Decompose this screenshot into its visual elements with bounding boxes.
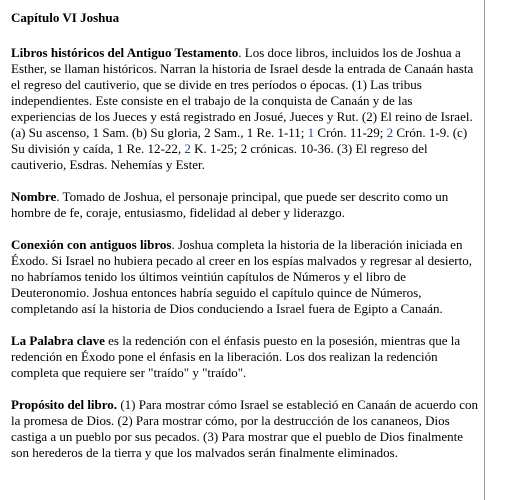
paragraph-text: Crón. 11-29; — [314, 125, 387, 140]
blue-reference-number: 2 — [386, 125, 394, 140]
chapter-title: Capítulo VI Joshua — [11, 10, 120, 25]
paragraph-text: . Los doce libros, incluidos los de Joshua a Esther, se llaman históricos. Narran la historia de Israel desde la entrada de Canaán hasta el regreso del cautiverio, que se divide en tres períodos o épocas. (1) Las tribus independientes. Este consiste en el trabajo de la conquista de Canaán y de las experiencias de los Jueces y está registrado en Josué, Jueces y Rut. (2) El reino de Israel. (a) Su ascenso, 1 Sam. (b) Su gloria, 2 Sam., 1 Re. 1-11; — [11, 45, 474, 140]
blue-reference-number: 2 — [184, 141, 191, 156]
paragraph-name — [11, 189, 479, 221]
paragraph-text: . Tomado de Joshua, el personaje principal, que puede ser descrito como un hombre de fe, coraje, entusiasmo, fidelidad al deber y liderazgo. — [11, 189, 449, 220]
paragraph-text: Crón. 1-9. (c) Su división y caída, 1 Re. 12-22, — [11, 125, 468, 156]
paragraph-historical-books — [11, 45, 479, 173]
paragraph-heading: La Palabra clave — [11, 333, 105, 348]
paragraph-key-word — [11, 333, 479, 381]
paragraph-text: K. 1-25; 2 crónicas. 10-36. (3) El regreso del cautiverio, Esdras. Nehemías y Ester. — [11, 141, 428, 172]
paragraph-connection — [11, 237, 479, 317]
right-gutter — [486, 0, 508, 500]
paragraph-text: es la redención con el énfasis puesto en la posesión, mientras que la redención en Éxodo pone el énfasis en la liberación. Los dos realizan la redención completa que requiere ser "traído" y "traído". — [11, 333, 461, 380]
paragraph-text: (1) Para mostrar cómo Israel se estableció en Canaán de acuerdo con la promesa de Dios. (2) Para mostrar cómo, por la destrucción de los cananeos, Dios castiga a un pueblo por sus pecados. (3) Para mostrar que el pueblo de Dios finalmente son herederos de la tierra y que los malvados serán finalmente eliminados. — [11, 397, 479, 460]
paragraph-heading: Conexión con antiguos libros — [11, 237, 172, 252]
paragraph-purpose — [11, 397, 479, 461]
document-content — [11, 10, 479, 477]
paragraph-heading: Libros históricos del Antiguo Testamento — [11, 45, 239, 60]
paragraph-heading: Propósito del libro. — [11, 397, 118, 412]
blue-reference-number: 1 — [307, 125, 315, 140]
paragraph-heading: Nombre — [11, 189, 57, 204]
paragraph-text: . Joshua completa la historia de la liberación iniciada en Éxodo. Si Israel no hubiera pecado al creer en los espías malvados y regresar al desierto, no habríamos tenido los últimos veintiún capítulos de Números y el libro de Deuteronomio. Joshua entonces habría seguido el capítulo quince de Números, completando así la historia de Dios conduciendo a Israel fuera de Egipto a Canaán. — [11, 237, 472, 316]
